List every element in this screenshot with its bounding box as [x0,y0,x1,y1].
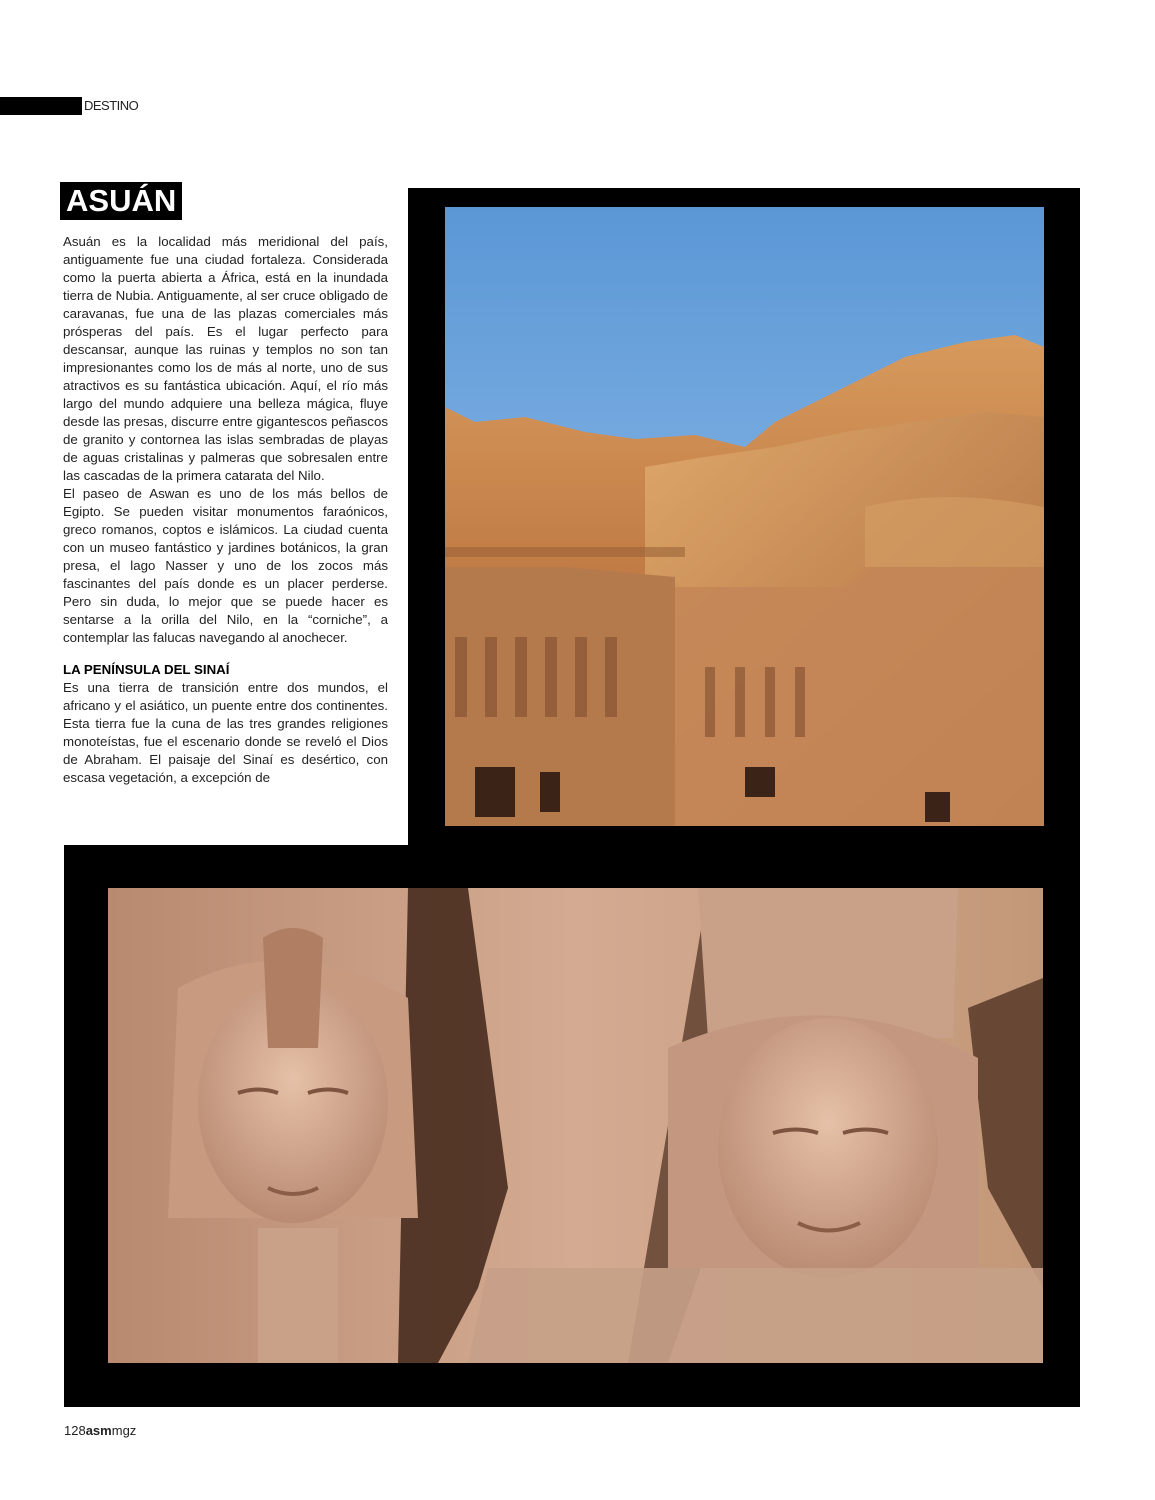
page-footer [64,1423,136,1438]
abu-simbel-photo [108,888,1043,1363]
section-bar [0,97,82,115]
brand-bold: asm [85,1423,112,1438]
brand-rest: mgz [111,1423,137,1438]
article-body [63,233,388,787]
paragraph: Es una tierra de transición entre dos mundos, el africano y el asiático, un puente entre dos continentes. Esta tierra fue la cuna de las tres grandes religiones monoteístas, fue el escenario donde se reveló el Dios de Abraham. El paisaje del Sinaí es desértico, con escasa vegetación, a excepción de [63,680,388,785]
paragraph: El paseo de Aswan es uno de los más bellos de Egipto. Se pueden visitar monumentos faraónicos, greco romanos, coptos e islámicos. La ciudad cuenta con un museo fantástico y jardines botánicos, la gran presa, el lago Nasser y uno de los zocos más fascinantes del país donde es un placer perderse. Pero sin duda, lo mejor que se puede hacer es sentarse a la orilla del Nilo, en la “corniche”, a contemplar las falucas navegando al anochecer. [63,486,388,645]
section-label: DESTINO [84,98,139,113]
article-column [63,233,393,827]
subheading: LA PENÍNSULA DEL SINAÍ [63,662,230,677]
paragraph: Asuán es la localidad más meridional del país, antiguamente fue una ciudad fortaleza. Considerada como la puerta abierta a África, está en la inundada tierra de Nubia. Antiguamente, al ser cruce obligado de caravanas, fue una de las plazas comerciales más prósperas del país. Es el lugar perfecto para descansar, aunque las ruinas y templos no son tan impresionantes como los de más al norte, uno de sus atractivos es su fantástica ubicación. Aquí, el río más largo del mundo adquiere una belleza mágica, fluye desde las presas, discurre entre gigantescos peñascos de granito y contornea las islas sembradas de playas de aguas cristalinas y palmeras que sobresalen entre las cascadas de la primera catarata del Nilo. [63,234,388,483]
article-title: ASUÁN [60,182,182,220]
petra-photo [445,207,1044,826]
page-number: 128 [64,1423,86,1438]
